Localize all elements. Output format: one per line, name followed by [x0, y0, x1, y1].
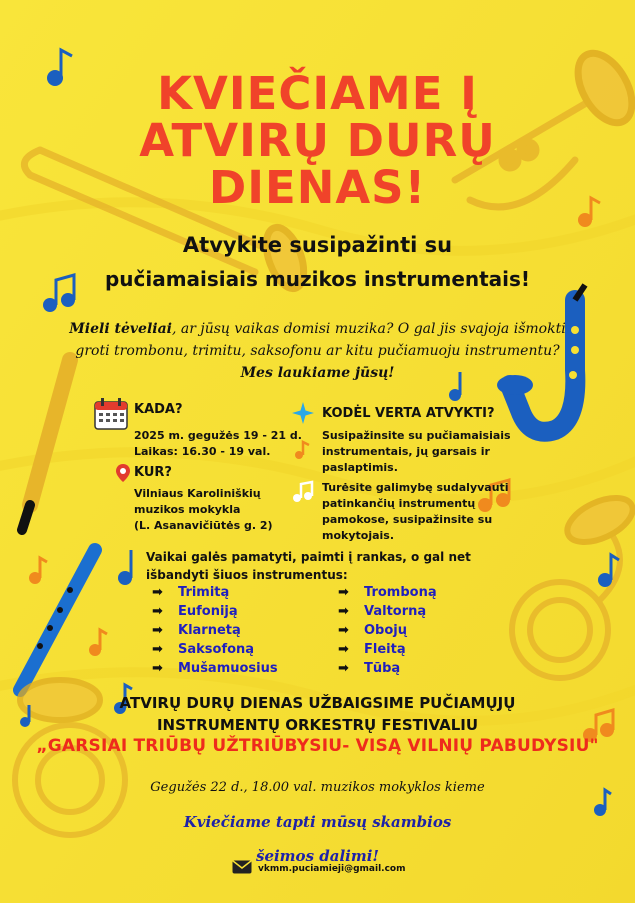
instrument-item [152, 602, 278, 621]
instrument-item [152, 659, 278, 678]
where-heading: KUR? [134, 465, 172, 480]
title-line: ATVIRŲ DURŲ [139, 114, 496, 167]
contact-email [232, 860, 406, 877]
when-details [134, 428, 302, 460]
intro-text: , ar jūsų vaikas domisi muzika? O gal jis svajoja išmokti [171, 321, 566, 337]
instrument-name: Valtorną [364, 604, 427, 619]
instrument-name: Obojų [364, 623, 407, 638]
instrument-item [152, 583, 278, 602]
sparkle-icon [292, 402, 314, 428]
instrument-list-right [338, 583, 437, 678]
why-reason-2 [322, 480, 509, 544]
when-time: Laikas: 16.30 - 19 val. [134, 445, 271, 458]
where-line: (L. Asanavičiūtės g. 2) [134, 519, 273, 532]
cta-line: šeimos dalimi! [256, 847, 379, 865]
why-reason-1 [322, 428, 511, 476]
intro-line: Mes laukiame jūsų! [240, 365, 395, 381]
instrument-list-left [152, 583, 278, 678]
why-line: instrumentais, jų garsais ir [322, 445, 490, 458]
instrument-name: Saksofoną [178, 642, 255, 657]
title-line: KVIEČIAME Į [157, 67, 478, 120]
when-date: 2025 m. gegužės 19 - 21 d. [134, 429, 302, 442]
instrument-name: Tūbą [364, 661, 401, 676]
why-line: paslaptimis. [322, 461, 398, 474]
where-line: Vilniaus Karoliniškių [134, 487, 261, 500]
instrument-name: Klarnetą [178, 623, 241, 638]
arrow-icon: ➡ [152, 661, 163, 676]
arrow-icon: ➡ [338, 623, 349, 638]
why-line: pamokose, susipažinsite su [322, 513, 493, 526]
instrument-name: Tromboną [364, 585, 437, 600]
arrow-icon: ➡ [338, 642, 349, 657]
arrow-icon: ➡ [338, 661, 349, 676]
instruments-intro-line: Vaikai galės pamatyti, paimti į rankas, o gal net [146, 550, 471, 564]
arrow-icon: ➡ [152, 623, 163, 638]
arrow-icon: ➡ [152, 642, 163, 657]
page-title [0, 67, 635, 214]
why-line: mokytojais. [322, 529, 395, 542]
arrow-icon: ➡ [338, 585, 349, 600]
closing-line: INSTRUMENTŲ ORKESTRŲ FESTIVALIU [156, 716, 479, 734]
instrument-item [152, 621, 278, 640]
title-line: DIENAS! [208, 161, 427, 214]
instrument-item [338, 659, 437, 678]
envelope-icon [232, 860, 252, 877]
cta-line: Kviečiame tapti mūsų skambios [183, 813, 452, 831]
where-line: muzikos mokykla [134, 503, 241, 516]
location-pin-icon [116, 464, 130, 486]
intro-line: groti trombonu, trimitu, saksofonu ar kitu pučiamuoju instrumentu? [75, 343, 560, 359]
subtitle [0, 228, 635, 296]
arrow-icon: ➡ [152, 585, 163, 600]
closing-line: ATVIRŲ DURŲ DIENAS UŽBAIGSIME PUČIAMŲJŲ [119, 694, 516, 712]
why-line: Turėsite galimybę sudalyvauti [322, 481, 509, 494]
subtitle-line: pučiamaisiais muzikos instrumentais! [104, 267, 531, 291]
why-line: Susipažinsite su pučiamaisiais [322, 429, 511, 442]
intro-lead: Mieli tėveliai [69, 321, 172, 337]
when-heading: KADA? [134, 402, 183, 417]
arrow-icon: ➡ [338, 604, 349, 619]
music-note-icon [294, 440, 310, 464]
instrument-item [152, 640, 278, 659]
music-note-icon [292, 480, 314, 508]
instruments-intro [146, 548, 471, 584]
instrument-item [338, 583, 437, 602]
instrument-name: Eufoniją [178, 604, 238, 619]
instrument-name: Mušamuosius [178, 661, 278, 676]
instrument-item [338, 602, 437, 621]
arrow-icon: ➡ [152, 604, 163, 619]
email-address[interactable]: vkmm.puciamieji@gmail.com [258, 863, 406, 874]
festival-when: Gegužės 22 d., 18.00 val. muzikos mokyklos kieme [150, 780, 485, 795]
subtitle-line: Atvykite susipažinti su [182, 233, 453, 257]
calendar-icon [94, 398, 128, 434]
where-address [134, 486, 273, 534]
instrument-item [338, 640, 437, 659]
instrument-name: Trimitą [178, 585, 230, 600]
intro-paragraph [20, 318, 615, 384]
intro-line [20, 318, 615, 340]
instruments-intro-line: išbandyti šiuos instrumentus: [146, 568, 348, 582]
why-line: patinkančių instrumentų [322, 497, 476, 510]
instrument-item [338, 621, 437, 640]
festival-name: „GARSIAI TRIŪBŲ UŽTRIŪBYSIU- VISĄ VILNIŲ PABUDYSIU" [36, 736, 599, 756]
why-heading: KODĖL VERTA ATVYKTI? [322, 406, 495, 421]
closing-statement [0, 692, 635, 736]
instrument-name: Fleitą [364, 642, 406, 657]
